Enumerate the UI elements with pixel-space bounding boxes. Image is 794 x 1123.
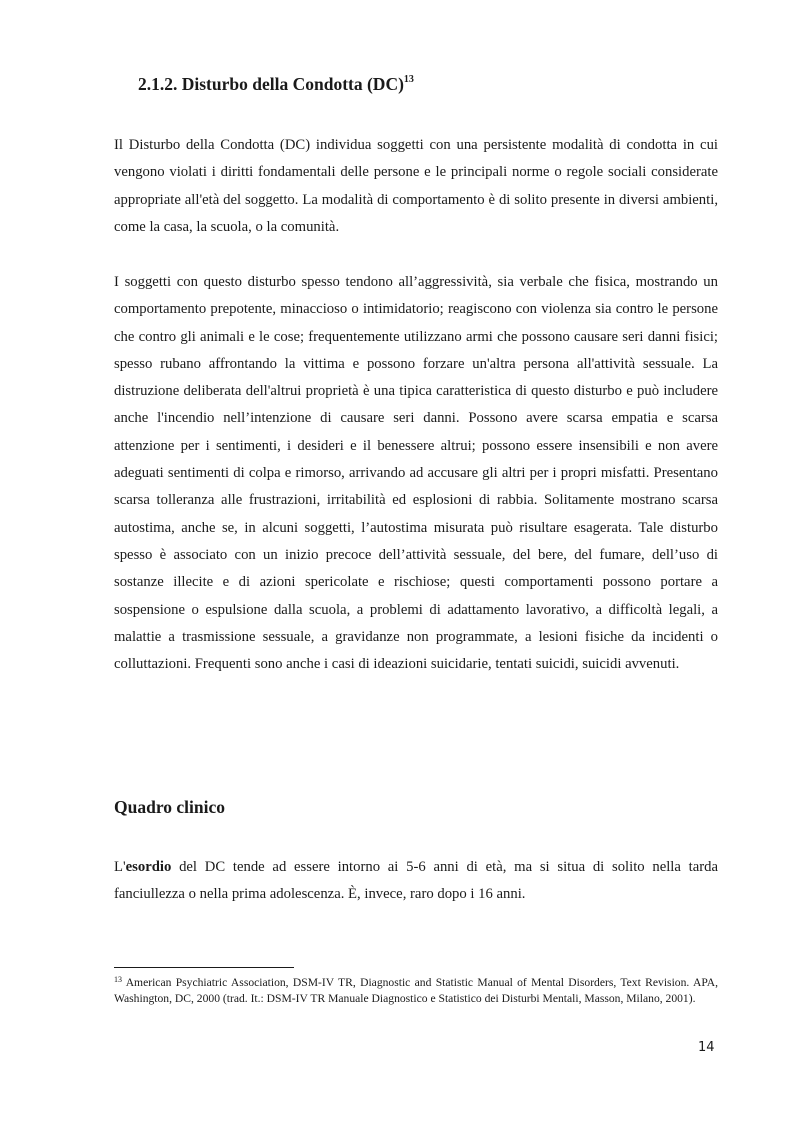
page-number: 14 [698,1040,715,1055]
section-heading-text: 2.1.2. Disturbo della Condotta (DC) [138,74,404,94]
onset-prefix: L' [114,859,126,875]
paragraph-definition: Il Disturbo della Condotta (DC) individua soggetti con una persistente modalità di condotta in cui vengono violati i diritti fondamentali delle persone e le principali norme o regole sociali considerate appropriate all'età del soggetto. La modalità di comportamento è di solito presente in diversi ambienti, come la casa, la scuola, o la comunità. [114,137,718,235]
onset-text: del DC tende ad essere intorno ai 5-6 anni di età, ma si situa di solito nella tarda fanciullezza o nella prima adolescenza. È, invece, raro dopo i 16 anni. [114,859,718,903]
section-heading [138,74,414,95]
footnote-reference[interactable]: 13 [403,74,414,85]
footnote-separator [114,967,294,968]
footnote-text: American Psychiatric Association, DSM-IV TR, Diagnostic and Statistic Manual of Mental Disorders, Text Revision. APA, Washington, DC, 2000 (trad. It.: DSM-IV TR Manuale Diagnostico e Statistico dei Disturbi Mentali, Masson, Milano, 2001). [114,976,718,1005]
footnote [114,975,718,1006]
subsection-heading: Quadro clinico [114,797,226,817]
onset-bold-term: esordio [125,859,172,875]
footnote-number: 13 [114,975,122,984]
paragraph-onset [114,854,718,909]
paragraph-symptoms: I soggetti con questo disturbo spesso tendono all’aggressività, sia verbale che fisica, mostrando un comportamento prepotente, minaccioso o intimidatorio; reagiscono con violenza sia contro le persone che contro gli animali e le cose; frequentemente utilizzano armi che possono causare seri danni fisici; spesso rubano affrontando la vittima e possono forzare un'altra persona all'attività sessuale. La distruzione deliberata dell'altrui proprietà è una tipica caratteristica di questo disturbo e può includere anche l'incendio nell’intenzione di causare seri danni. Possono avere scarsa empatia e scarsa attenzione per i sentimenti, i desideri e il benessere altrui; possono essere insensibili e non avere adeguati sentimenti di colpa e rimorso, arrivando ad accusare gli altri per i propri misfatti. Presentano scarsa tolleranza alle frustrazioni, irritabilità ed esplosioni di rabbia. Solitamente mostrano scarsa autostima, anche se, in alcuni soggetti, l’autostima misurata può risultare esagerata. Tale disturbo spesso è associato con un inizio precoce dell’attività sessuale, del bere, del fumare, dell’uso di sostanze illecite e di azioni spericolate e rischiose; questi comportamenti possono portare a sospensione o espulsione dalla scuola, a problemi di adattamento lavorativo, a difficoltà legali, a malattie a trasmissione sessuale, a gravidanze non programmate, a lesioni fisiche da incidenti o colluttazioni. Frequenti sono anche i casi di ideazioni suicidarie, tentati suicidi, suicidi avvenuti. [114,274,718,673]
